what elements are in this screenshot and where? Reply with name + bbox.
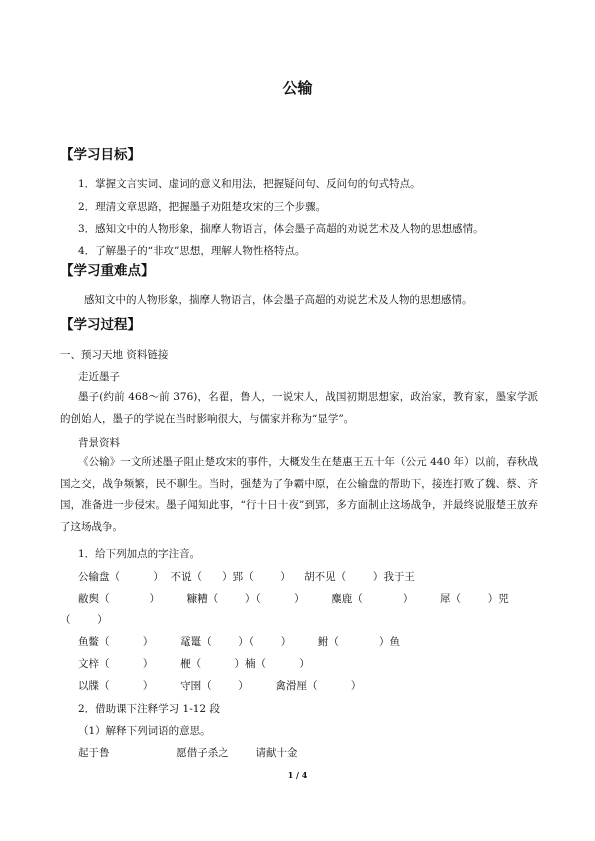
mozi-heading: 走近墨子 — [78, 371, 120, 383]
pinyin-row: 敝舆（ ） 糠糟（ ）（ ） 麋鹿（ ） 犀（ ）兕 — [78, 593, 509, 605]
part1-heading: 一、预习天地 资料链接 — [60, 349, 169, 361]
question-2: 2．借助课下注释学习 1-12 段 — [78, 703, 220, 715]
background-text: 《公输》一文所述墨子阻止楚攻宋的事件，大概发生在楚惠王五十年（公元 440 年）以前，春秋战国之交，战争频繁，民不聊生。当时，强楚为了争霸中原，在公输盘的帮助下，接连打败了魏、蔡、齐国，准备进一步侵宋。墨子闻知此事，“行十日十夜”到郢，多方面制止这场战争，并最终说服楚王放弃了这场战争。 — [60, 456, 538, 533]
pinyin-row: 以牒（ ） 守圉（ ） 禽滑厘（ ） — [78, 680, 362, 692]
mozi-text: 墨子(约前 468～前 376)，名翟，鲁人，一说宋人，战国初期思想家，政治家，教育家，墨家学派的创始人，墨子的学说在当时影响很大，与儒家并称为“显学”。 — [60, 391, 538, 425]
key-text: 感知文中的人物形象，揣摩人物语言，体会墨子高超的劝说艺术及人物的思想感情。 — [84, 294, 473, 306]
section-heading-goals: 【学习目标】 — [60, 147, 141, 163]
pinyin-row: 公输盘（ ） 不说（ ）郢（ ） 胡不见（ ）我于王 — [78, 571, 415, 583]
pinyin-row: 鱼鳖（ ） 鼋鼍（ ）（ ） 鲋（ ）鱼 — [78, 636, 400, 648]
vocab-words: 起于鲁 愿借子杀之 请献十金 — [78, 747, 298, 759]
goal-item: 4．了解墨子的“非攻”思想，理解人物性格特点。 — [78, 245, 306, 257]
section-heading-process: 【学习过程】 — [60, 317, 141, 333]
section-heading-key: 【学习重难点】 — [60, 263, 155, 279]
goal-item: 3．感知文中的人物形象，揣摩人物语言，体会墨子高超的劝说艺术及人物的思想感情。 — [78, 223, 484, 235]
goal-item: 2．理清文章思路，把握墨子劝阻楚攻宋的三个步骤。 — [78, 201, 327, 213]
pinyin-row: 文梓（ ） 楩（ ）楠（ ） — [78, 658, 310, 670]
page-title: 公输 — [282, 79, 313, 97]
background-heading: 背景资料 — [78, 437, 120, 449]
pinyin-row-wrap: （ ） — [60, 614, 108, 626]
question-2-1: （1）解释下列词语的意思。 — [78, 725, 211, 737]
page-number: 1 / 4 — [287, 770, 308, 780]
goal-item: 1．掌握文言实词、虚词的意义和用法，把握疑问句、反问句的句式特点。 — [78, 178, 421, 190]
question-1: 1．给下列加点的字注音。 — [78, 548, 201, 560]
